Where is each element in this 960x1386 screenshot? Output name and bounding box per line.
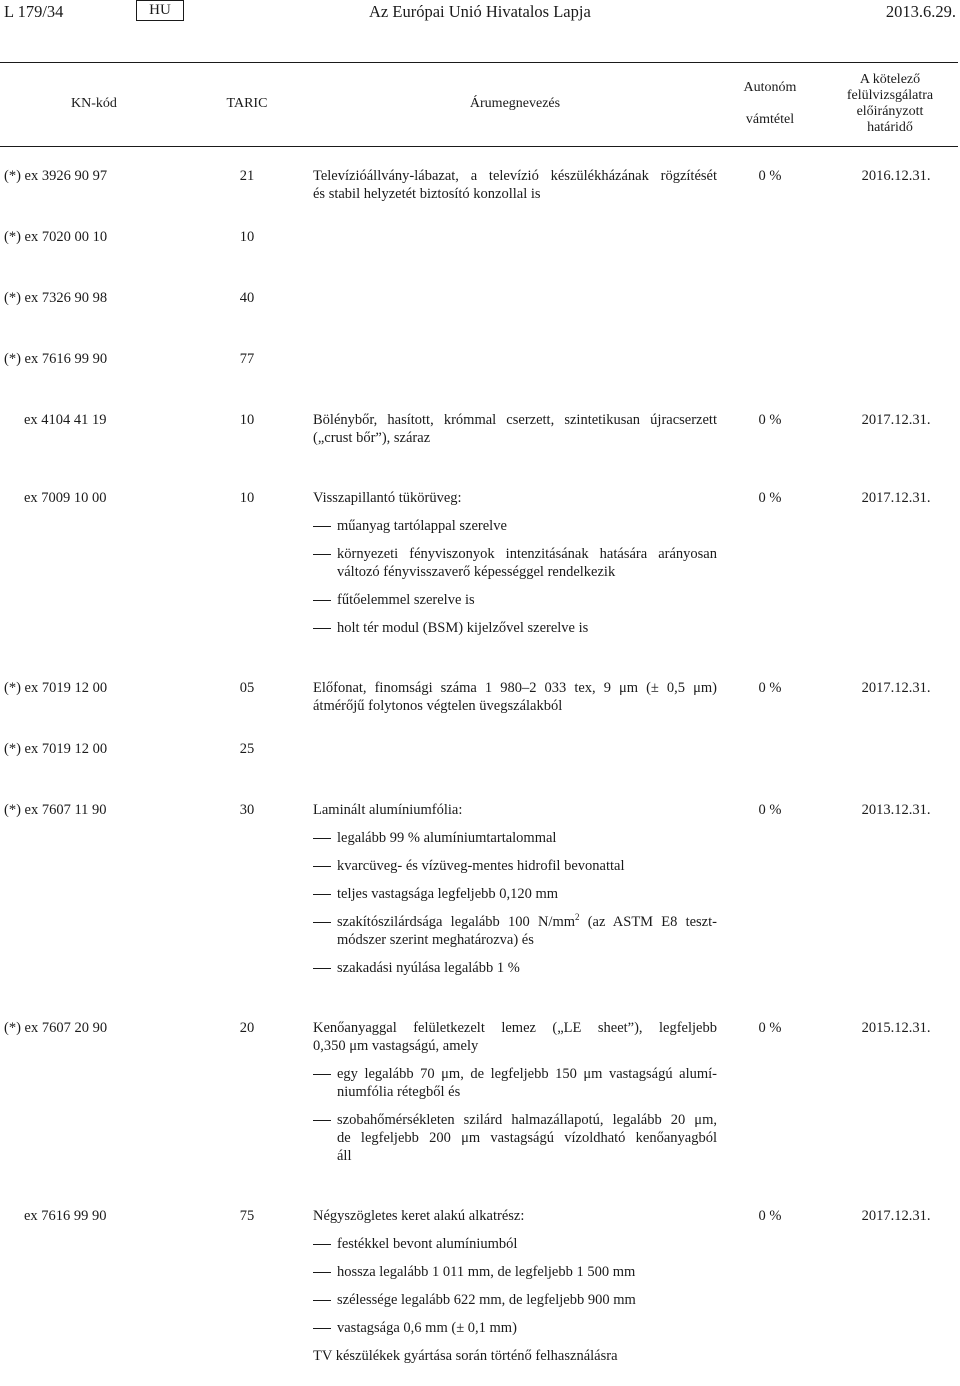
duty-rate: 0 %: [758, 412, 782, 428]
taric-code: 05: [239, 680, 255, 696]
page-header: [0, 0, 960, 26]
taric-code: 75: [239, 1208, 255, 1224]
publication-date: 2013.6.29.: [885, 2, 956, 21]
taric-code: 40: [239, 290, 255, 306]
list-item: környezeti fényviszonyok intenzitásának hatására arányosan változó fényvisszaverő képességgel rendelkezik: [313, 545, 717, 581]
kn-code: (*) ex 7019 12 00: [4, 741, 108, 757]
page-reference: L 179/34: [4, 2, 64, 21]
review-date: 2017.12.31.: [861, 680, 931, 696]
col-kn: KN-kód: [71, 96, 117, 111]
list-item: teljes vastagsága legfeljebb 0,120 mm: [313, 885, 717, 903]
description: Előfonat, finomsági száma 1 980–2 033 tex, 9 μm (± 0,5 μm) átmérőjű folytonos végtelen üvegszálakból: [313, 680, 717, 714]
kn-code: ex 4104 41 19: [24, 412, 107, 428]
list-item: műanyag tartólappal szerelve: [313, 517, 717, 535]
table-header-rule: [0, 146, 958, 147]
duty-rate: 0 %: [758, 1020, 782, 1036]
review-date: 2015.12.31.: [861, 1020, 931, 1036]
list-item: szakítószilárdsága legalább 100 $N/mm^2$ (az ASTM E8 teszt- módszer szerint meghatározva) és: [313, 913, 717, 949]
col-rate-line1: Autonóm: [743, 80, 797, 95]
table-top-rule: [0, 62, 958, 63]
list-item: kvarcüveg- és vízüveg-mentes hidrofil bevonattal: [313, 857, 717, 875]
list-item: szakadási nyúlása legalább 1 %: [313, 959, 717, 977]
taric-code: 10: [239, 412, 255, 428]
kn-code: (*) ex 7020 00 10: [4, 229, 108, 245]
usage-note: TV készülékek gyártása során történő felhasználásra: [313, 1348, 618, 1364]
review-date: 2017.12.31.: [861, 1208, 931, 1224]
duty-rate: 0 %: [758, 802, 782, 818]
taric-code: 20: [239, 1020, 255, 1036]
description: Négyszögletes keret alakú alkatrész: festékkel bevont alumíniumból hossza legalább 1 011 mm, de legfeljebb 1 500 mm szélessége legalább 622 mm, de legfeljebb 900 mm vastagsága 0,6 mm (± 0,1 mm) TV készülékek gyártása során történő felhasználásra: [313, 1207, 717, 1365]
language-box: HU: [136, 0, 184, 21]
kn-code: (*) ex 7019 12 00: [4, 680, 108, 696]
duty-rate: 0 %: [758, 1208, 782, 1224]
kn-code: ex 7009 10 00: [24, 490, 107, 506]
description: Visszapillantó tükörüveg: műanyag tartólappal szerelve környezeti fényviszonyok intenzitásának hatására arányosan változó fényvisszaverő képességgel rendelkezik fűtőelemmel szerelve is holt tér modul (BSM) kijelzővel szerelve is: [313, 490, 717, 636]
list-item: hossza legalább 1 011 mm, de legfeljebb 1 500 mm: [313, 1263, 717, 1281]
col-date-line3: előirányzott: [856, 104, 924, 119]
description: Televízióállvány-lábazat, a televízió készülékházának rögzítését és stabil helyzetét biztosító konzollal is: [313, 168, 717, 202]
taric-code: 21: [239, 168, 255, 184]
journal-title: Az Európai Unió Hivatalos Lapja: [369, 2, 591, 21]
kn-code: (*) ex 3926 90 97: [4, 168, 108, 184]
list-item: fűtőelemmel szerelve is: [313, 591, 717, 609]
taric-code: 10: [239, 229, 255, 245]
review-date: 2017.12.31.: [861, 412, 931, 428]
col-rate-line2: vámtétel: [745, 112, 795, 127]
taric-code: 30: [239, 802, 255, 818]
duty-rate: 0 %: [758, 490, 782, 506]
description: Kenőanyaggal felületkezelt lemez („LE sheet”), legfeljebb 0,350 μm vastagságú, amely egy legalább 70 μm, de legfeljebb 150 μm vastagságú alumí- niumfólia rétegből és szobahőmérsékleten szilárd halmazállapotú, legalább 20 μm, de legfeljebb 200 μm vastagságú vízoldható kenőanyagból áll: [313, 1020, 717, 1164]
duty-rate: 0 %: [758, 168, 782, 184]
description: Laminált alumíniumfólia: legalább 99 % alumíniumtartalommal kvarcüveg- és vízüveg-mentes hidrofil bevonattal teljes vastagsága legfeljebb 0,120 mm szakítószilárdsága legalább 100 $N/mm^2$ (az ASTM E8 teszt- módszer szerint meghatározva) és szakadási nyúlása legalább 1 %: [313, 802, 717, 976]
list-item: vastagsága 0,6 mm (± 0,1 mm): [313, 1319, 717, 1337]
kn-code: (*) ex 7607 20 90: [4, 1020, 108, 1036]
description: Bölénybőr, hasított, krómmal cserzett, szintetikusan újracserzett („crust bőr”), száraz: [313, 412, 717, 446]
col-desc: Árumegnevezés: [469, 96, 561, 111]
duty-rate: 0 %: [758, 680, 782, 696]
review-date: 2016.12.31.: [861, 168, 931, 184]
col-date-line2: felülvizsgálatra: [846, 88, 934, 103]
col-taric: TARIC: [226, 96, 268, 111]
taric-code: 10: [239, 490, 255, 506]
kn-code: (*) ex 7326 90 98: [4, 290, 108, 306]
review-date: 2017.12.31.: [861, 490, 931, 506]
col-date-line1: A kötelező: [859, 72, 921, 87]
taric-code: 77: [239, 351, 255, 367]
list-item: legalább 99 % alumíniumtartalommal: [313, 829, 717, 847]
taric-code: 25: [239, 741, 255, 757]
list-item: festékkel bevont alumíniumból: [313, 1235, 717, 1253]
list-item: szélessége legalább 622 mm, de legfeljebb 900 mm: [313, 1291, 717, 1309]
kn-code: (*) ex 7616 99 90: [4, 351, 108, 367]
kn-code: ex 7616 99 90: [24, 1208, 107, 1224]
kn-code: (*) ex 7607 11 90: [4, 802, 107, 818]
list-item: holt tér modul (BSM) kijelzővel szerelve is: [313, 619, 717, 637]
list-item: egy legalább 70 μm, de legfeljebb 150 μm vastagságú alumí- niumfólia rétegből és: [313, 1065, 717, 1101]
col-date-line4: határidő: [867, 120, 913, 135]
review-date: 2013.12.31.: [861, 802, 931, 818]
list-item: szobahőmérsékleten szilárd halmazállapotú, legalább 20 μm, de legfeljebb 200 μm vastagságú vízoldható kenőanyagból áll: [313, 1111, 717, 1165]
